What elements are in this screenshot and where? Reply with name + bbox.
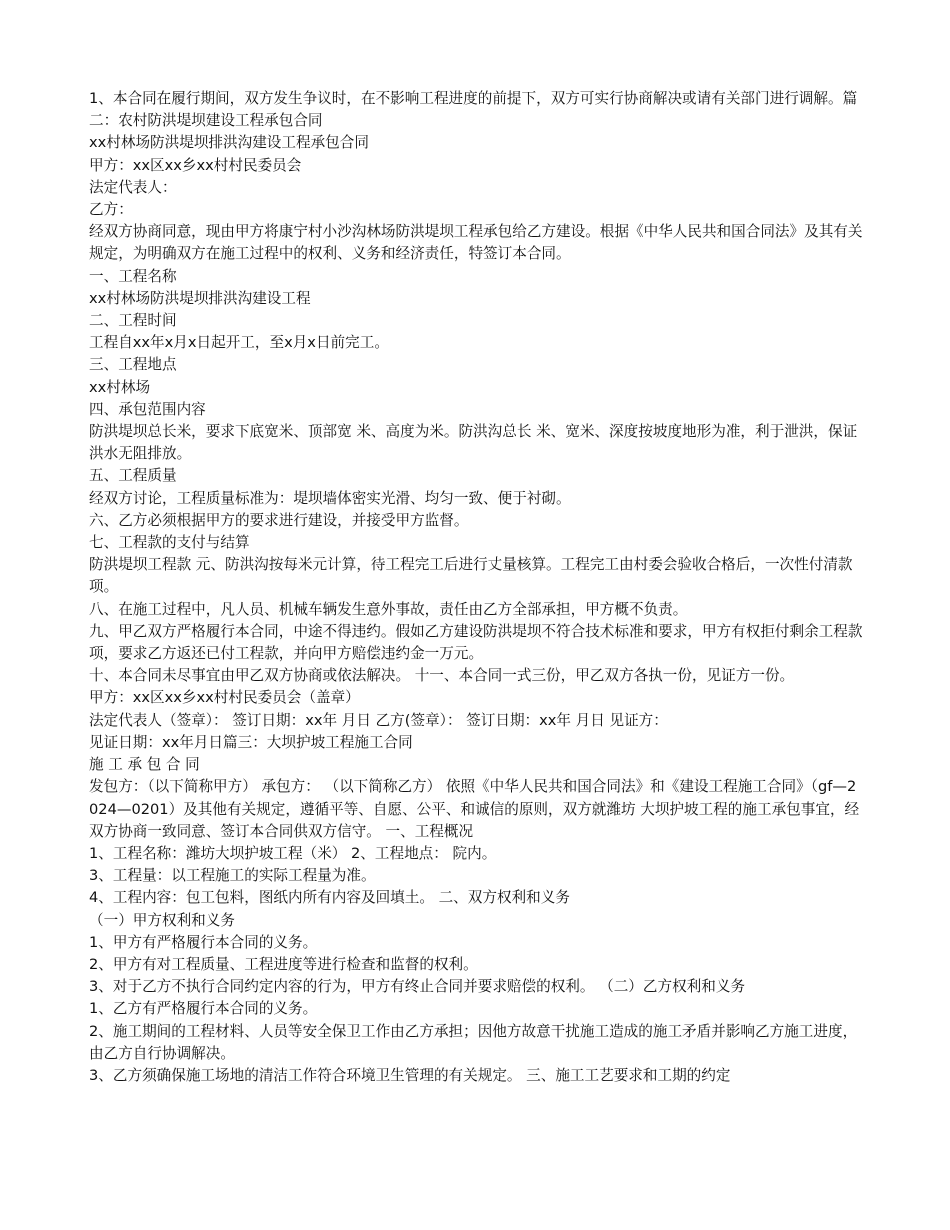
list-item: 2、施工期间的工程材料、人员等安全保卫工作由乙方承担；因他方故意干扰施工造成的施工矛盾并影响乙方施工进度，由乙方自行协调解决。 <box>89 1022 858 1062</box>
paragraph: 1、本合同在履行期间，双方发生争议时，在不影响工程进度的前提下，双方可实行协商解决或请有关部门进行调解。篇二：农村防洪堤坝建设工程承包合同 <box>89 90 858 130</box>
paragraph: 十、本合同未尽事宜由甲乙双方协商或依法解决。 十一、本合同一式三份，甲乙双方各执一份，见证方一份。 <box>89 667 795 685</box>
paragraph: 经双方讨论，工程质量标准为：堤坝墙体密实光滑、均匀一致、便于衬砌。 <box>89 489 571 507</box>
paragraph: xx村林场防洪堤坝排洪沟建设工程 <box>89 289 311 307</box>
clause-heading: 三、工程地点 <box>89 356 177 374</box>
clause-heading: 五、工程质量 <box>89 467 177 485</box>
list-item: 1、甲方有严格履行本合同的义务。 <box>89 933 318 951</box>
paragraph: 八、在施工过程中，凡人员、机械车辆发生意外事故，责任由乙方全部承担，甲方概不负责。 <box>89 600 688 618</box>
section-title: 施 工 承 包 合 同 <box>89 756 200 774</box>
list-item: 1、乙方有严格履行本合同的义务。 <box>89 1000 318 1018</box>
section-title: xx村林场防洪堤坝排洪沟建设工程承包合同 <box>89 134 369 152</box>
paragraph: 发包方：（以下简称甲方） 承包方： （以下简称乙方） 依照《中华人民共和国合同法》和《建设工程施工合同》（gf—2024—0201）及其他有关规定，遵循平等、自愿、公平、和诚信的原则，双方就潍坊 大坝护坡工程的施工承包事宜，经双方协商一致同意、签订本合同供双方信守。 一、工程概况 <box>89 778 860 840</box>
list-item: 3、乙方须确保施工场地的清洁工作符合环境卫生管理的有关规定。 三、施工工艺要求和工期的约定 <box>89 1066 731 1084</box>
paragraph: 九、甲乙双方严格履行本合同，中途不得违约。假如乙方建设防洪堤坝不符合技术标准和要求，甲方有权拒付剩余工程款项，要求乙方返还已付工程款，并向甲方赔偿违约金一万元。 <box>89 622 863 663</box>
list-item: 3、工程量：以工程施工的实际工程量为准。 <box>89 867 376 885</box>
clause-heading: 四、承包范围内容 <box>89 400 206 418</box>
list-item: 1、工程名称：潍坊大坝护坡工程（米） 2、工程地点： 院内。 <box>89 844 497 862</box>
paragraph: 见证日期：xx年月日篇三：大坝护坡工程施工合同 <box>89 733 413 751</box>
list-item: 4、工程内容：包工包料，图纸内所有内容及回填土。 二、双方权利和义务 <box>89 889 570 907</box>
document-body <box>89 88 864 1087</box>
clause-heading: 七、工程款的支付与结算 <box>89 534 250 552</box>
list-item: 3、对于乙方不执行合同约定内容的行为，甲方有终止合同并要求赔偿的权利。 （二）乙方权利和义务 <box>89 978 746 996</box>
paragraph: 防洪堤坝总长米，要求下底宽米、顶部宽 米、高度为米。防洪沟总长 米、宽米、深度按坡度地形为准，利于泄洪，保证洪水无阻排放。 <box>89 423 858 463</box>
list-item: 2、甲方有对工程质量、工程进度等进行检查和监督的权利。 <box>89 955 478 973</box>
clause-heading: 六、乙方必须根据甲方的要求进行建设，并接受甲方监督。 <box>89 511 469 529</box>
party-b-line: 乙方： <box>89 201 133 219</box>
party-a-line: 甲方：xx区xx乡xx村村民委员会 <box>89 156 302 174</box>
clause-heading: 一、工程名称 <box>89 267 177 285</box>
signature-line: 甲方：xx区xx乡xx村村民委员会（盖章） <box>89 689 360 707</box>
paragraph: xx村林场 <box>89 378 151 396</box>
paragraph: 工程自xx年x月x日起开工，至x月x日前完工。 <box>89 334 389 352</box>
signature-line: 法定代表人（签章）： 签订日期：xx年 月日 乙方(签章）： 签订日期：xx年 月日 见证方： <box>89 711 668 729</box>
clause-heading: 二、工程时间 <box>89 312 177 330</box>
paragraph: 经双方协商同意，现由甲方将康宁村小沙沟林场防洪堤坝工程承包给乙方建设。根据《中华人民共和国合同法》及其有关规定，为明确双方在施工过程中的权利、义务和经济责任，特签订本合同。 <box>89 223 863 263</box>
legal-representative-line: 法定代表人： <box>89 178 177 196</box>
paragraph: 防洪堤坝工程款 元、防洪沟按每米元计算，待工程完工后进行丈量核算。工程完工由村委会验收合格后，一次性付清款项。 <box>89 556 853 596</box>
clause-heading: （一）甲方权利和义务 <box>89 911 235 929</box>
